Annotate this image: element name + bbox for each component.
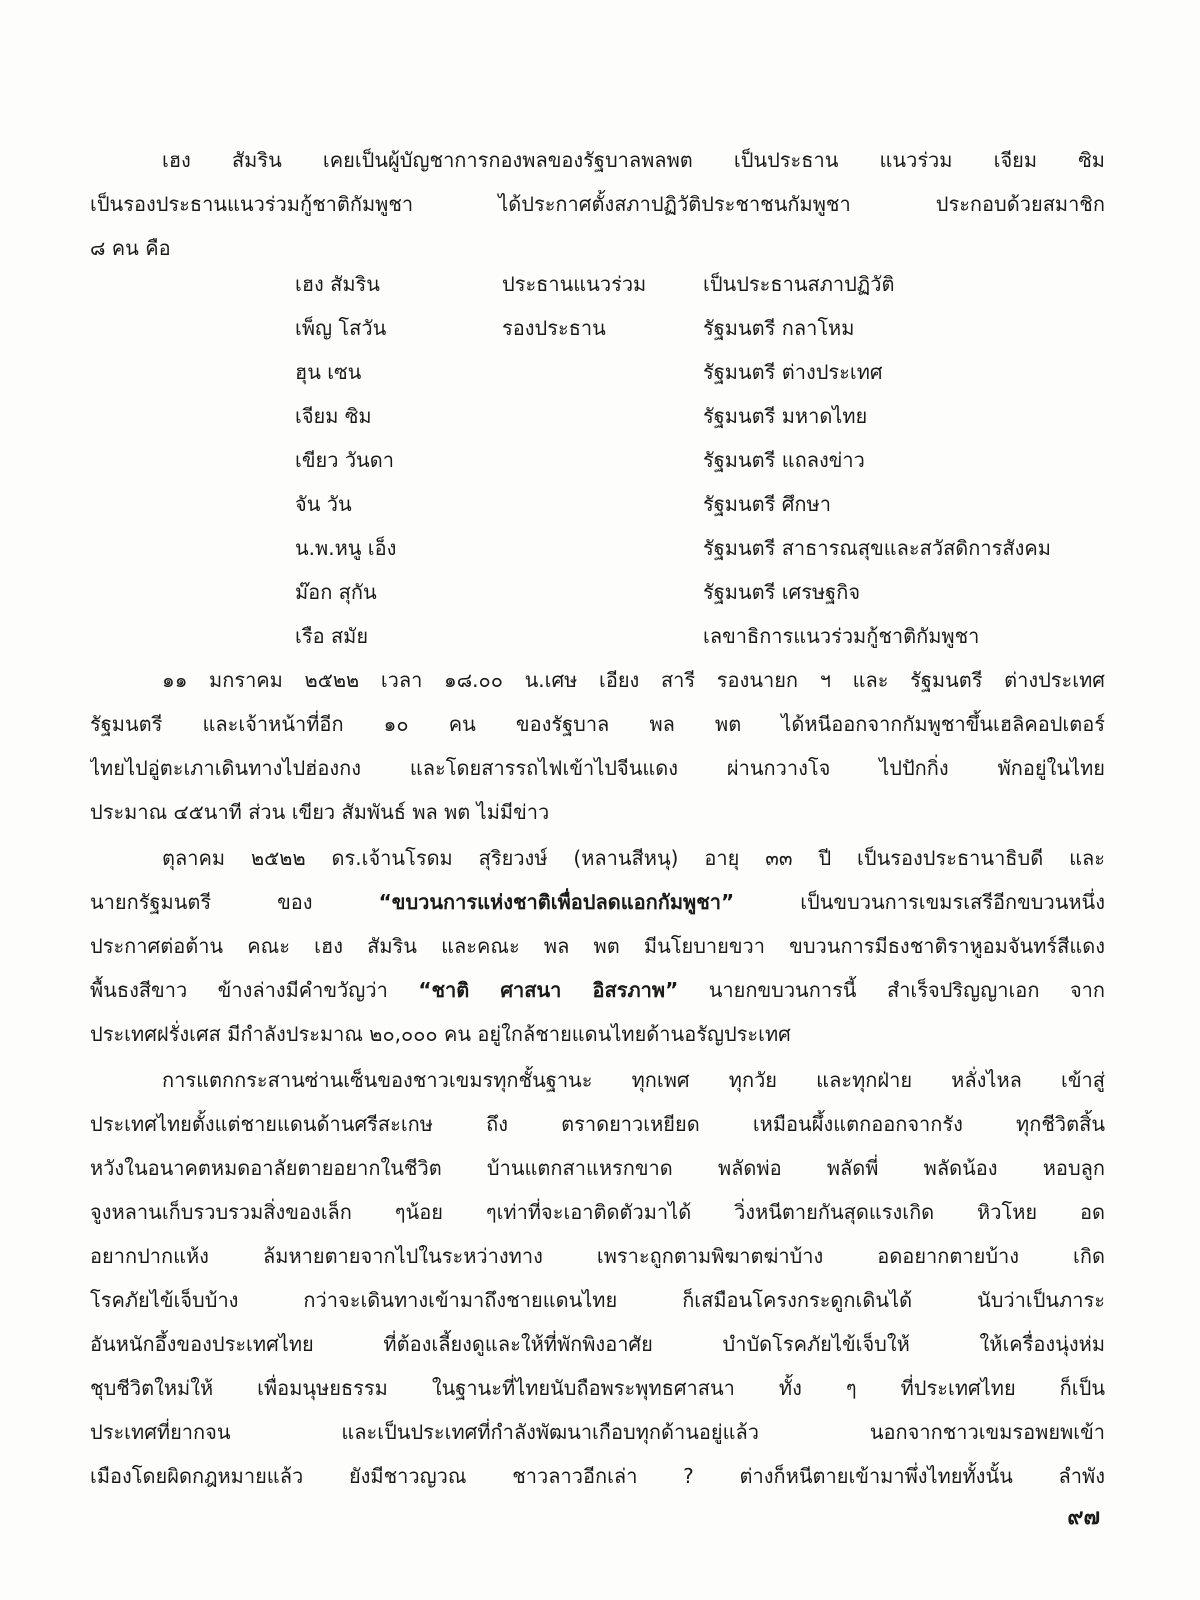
paragraph-2-line-4: ประมาณ ๔๕นาที ส่วน เขียว สัมพันธ์ พล พต ไม่มีข่าว	[90, 800, 550, 824]
member-position: รัฐมนตรี ศึกษา	[703, 492, 831, 516]
member-role: ประธานแนวร่วม	[502, 272, 647, 296]
paragraph-3-line-2	[90, 880, 1105, 924]
member-name: เรือ สมัย	[295, 624, 369, 648]
paragraph-1-line-2: เป็นรองประธานแนวร่วมกู้ชาติกัมพูชา ได้ประกาศตั้งสภาปฏิวัติประชาชนกัมพูชา ประกอบด้วยสมาชิก	[90, 192, 1105, 216]
paragraph-2-line-3: ไทยไปอู่ตะเภาเดินทางไปฮ่องกง และโดยสารรถไฟเข้าไปจีนแดง ผ่านกวางโจ ไปปักกิ่ง พักอยู่ในไทย	[90, 756, 1105, 780]
paragraph-4-line-4: จูงหลานเก็บรวบรวมสิ่งของเล็ก ๆน้อย ๆเท่าที่จะเอาติดตัวมาได้ วิ่งหนีตายกันสุดแรงเกิด หิวโหย อด	[90, 1200, 1105, 1224]
paragraph-4-line-10: เมืองโดยผิดกฎหมายแล้ว ยังมีชาวญวณ ชาวลาวอีกเล่า ? ต่างก็หนีตายเข้ามาพึ่งไทยทั้งนั้น ลำพัง	[90, 1464, 1105, 1488]
paragraph-4-line-9: ประเทศที่ยากจน และเป็นประเทศที่กำลังพัฒนาเกือบทุกด้านอยู่แล้ว นอกจากชาวเขมรอพยพเข้า	[90, 1420, 1105, 1444]
paragraph-4-line-5: อยากปากแห้ง ล้มหายตายจากไปในระหว่างทาง เพราะถูกตามพิฆาตฆ่าบ้าง อดอยากตายบ้าง เกิด	[90, 1244, 1105, 1268]
member-name: จัน วัน	[295, 492, 352, 516]
movement-name-bold: “ขบวนการแห่งชาติเพื่อปลดแอกกัมพูชา”	[378, 890, 735, 914]
member-row	[0, 394, 1200, 438]
member-name: ม๊อก สุกัน	[295, 580, 377, 604]
member-row	[0, 438, 1200, 482]
member-name: เฮง สัมริน	[295, 272, 380, 296]
motto-bold: “ชาติ ศาสนา อิสรภาพ”	[418, 978, 679, 1002]
paragraph-4-line-2: ประเทศไทยตั้งแต่ชายแดนด้านศรีสะเกษ ถึง ตราดยาวเหยียด เหมือนผึ้งแตกออกจากรัง ทุกชีวิตสิ้น	[90, 1112, 1105, 1136]
paragraph-1-line-1: เฮง สัมริน เคยเป็นผู้บัญชาการกองพลของรัฐบาลพลพต เป็นประธาน แนวร่วม เจียม ซิม	[162, 148, 1105, 172]
paragraph-1-line-3: ๘ คน คือ	[90, 236, 171, 260]
member-row	[0, 262, 1200, 306]
member-role: รองประธาน	[502, 316, 606, 340]
member-row	[0, 570, 1200, 614]
member-name: เพ็ญ โสวัน	[295, 316, 387, 340]
member-position: เลขาธิการแนวร่วมกู้ชาติกัมพูชา	[703, 624, 980, 648]
paragraph-4-line-1: การแตกกระสานซ่านเซ็นของชาวเขมรทุกชั้นฐานะ ทุกเพศ ทุกวัย และทุกฝ่าย หลั่งไหล เข้าสู่	[162, 1068, 1105, 1092]
paragraph-2-line-2: รัฐมนตรี และเจ้าหน้าที่อีก ๑๐ คน ของรัฐบาล พล พต ได้หนีออกจากกัมพูชาขึ้นเฮลิคอปเตอร์	[90, 712, 1105, 736]
paragraph-4-line-8: ชุบชีวิตใหม่ให้ เพื่อมนุษยธรรม ในฐานะที่ไทยนับถือพระพุทธศาสนา ทั้ง ๆ ที่ประเทศไทย ก็เป็น	[90, 1376, 1105, 1400]
member-row	[0, 350, 1200, 394]
member-name: น.พ.หนู เอ็ง	[295, 536, 397, 560]
member-row	[0, 614, 1200, 658]
member-row	[0, 482, 1200, 526]
paragraph-4-line-3: หวังในอนาคตหมดอาลัยตายอยากในชีวิต บ้านแตกสาแหรกขาด พลัดพ่อ พลัดพี่ พลัดน้อง หอบลูก	[90, 1156, 1105, 1180]
paragraph-4-line-7: อันหนักอึ้งของประเทศไทย ที่ต้องเลี้ยงดูและให้ที่พักพิงอาศัย บำบัดโรคภัยไข้เจ็บให้ ให้เครื่องนุ่งห่ม	[90, 1332, 1105, 1356]
member-position: รัฐมนตรี มหาดไทย	[703, 404, 868, 428]
text-segment: พื้นธงสีขาว ข้างล่างมีคำขวัญว่า	[90, 978, 419, 1002]
member-position: เป็นประธานสภาปฏิวัติ	[703, 272, 895, 296]
text-segment: เป็นขบวนการเขมรเสรีอีกขบวนหนึ่ง	[734, 890, 1105, 914]
paragraph-2-line-1: ๑๑ มกราคม ๒๕๒๒ เวลา ๑๘.๐๐ น.เศษ เอียง สารี รองนายก ฯ และ รัฐมนตรี ต่างประเทศ	[162, 668, 1105, 692]
member-name: เจียม ซิม	[295, 404, 372, 428]
paragraph-3-line-4	[90, 968, 1105, 1012]
member-name: เขียว วันดา	[295, 448, 394, 472]
member-position: รัฐมนตรี ต่างประเทศ	[703, 360, 883, 384]
paragraph-3-line-5: ประเทศฝรั่งเศส มีกำลังประมาณ ๒๐,๐๐๐ คน อยู่ใกล้ชายแดนไทยด้านอรัญประเทศ	[90, 1022, 791, 1046]
paragraph-3-line-1: ตุลาคม ๒๕๒๒ ดร.เจ้านโรดม สุริยวงษ์ (หลานสีหนุ) อายุ ๓๓ ปี เป็นรองประธานาธิบดี และ	[162, 846, 1105, 870]
text-segment: นายกขบวนการนี้ สำเร็จปริญญาเอก จาก	[678, 978, 1105, 1002]
text-segment: นายกรัฐมนตรี ของ	[90, 890, 379, 914]
member-position: รัฐมนตรี สาธารณสุขและสวัสดิการสังคม	[703, 536, 1051, 560]
member-name: ฮุน เซน	[295, 360, 362, 384]
paragraph-3-line-3: ประกาศต่อต้าน คณะ เฮง สัมริน และคณะ พล พต มีนโยบายขวา ขบวนการมีธงชาติราหูอมจันทร์สีแดง	[90, 934, 1105, 958]
member-position: รัฐมนตรี แถลงข่าว	[703, 448, 865, 472]
member-position: รัฐมนตรี กลาโหม	[703, 316, 855, 340]
member-row	[0, 526, 1200, 570]
paragraph-4-line-6: โรคภัยไข้เจ็บบ้าง กว่าจะเดินทางเข้ามาถึงชายแดนไทย ก็เสมือนโครงกระดูกเดินได้ นับว่าเป็นภาระ	[90, 1288, 1105, 1312]
page-number: ๙๗	[1067, 1505, 1100, 1530]
member-position: รัฐมนตรี เศรษฐกิจ	[703, 580, 861, 604]
member-row	[0, 306, 1200, 350]
